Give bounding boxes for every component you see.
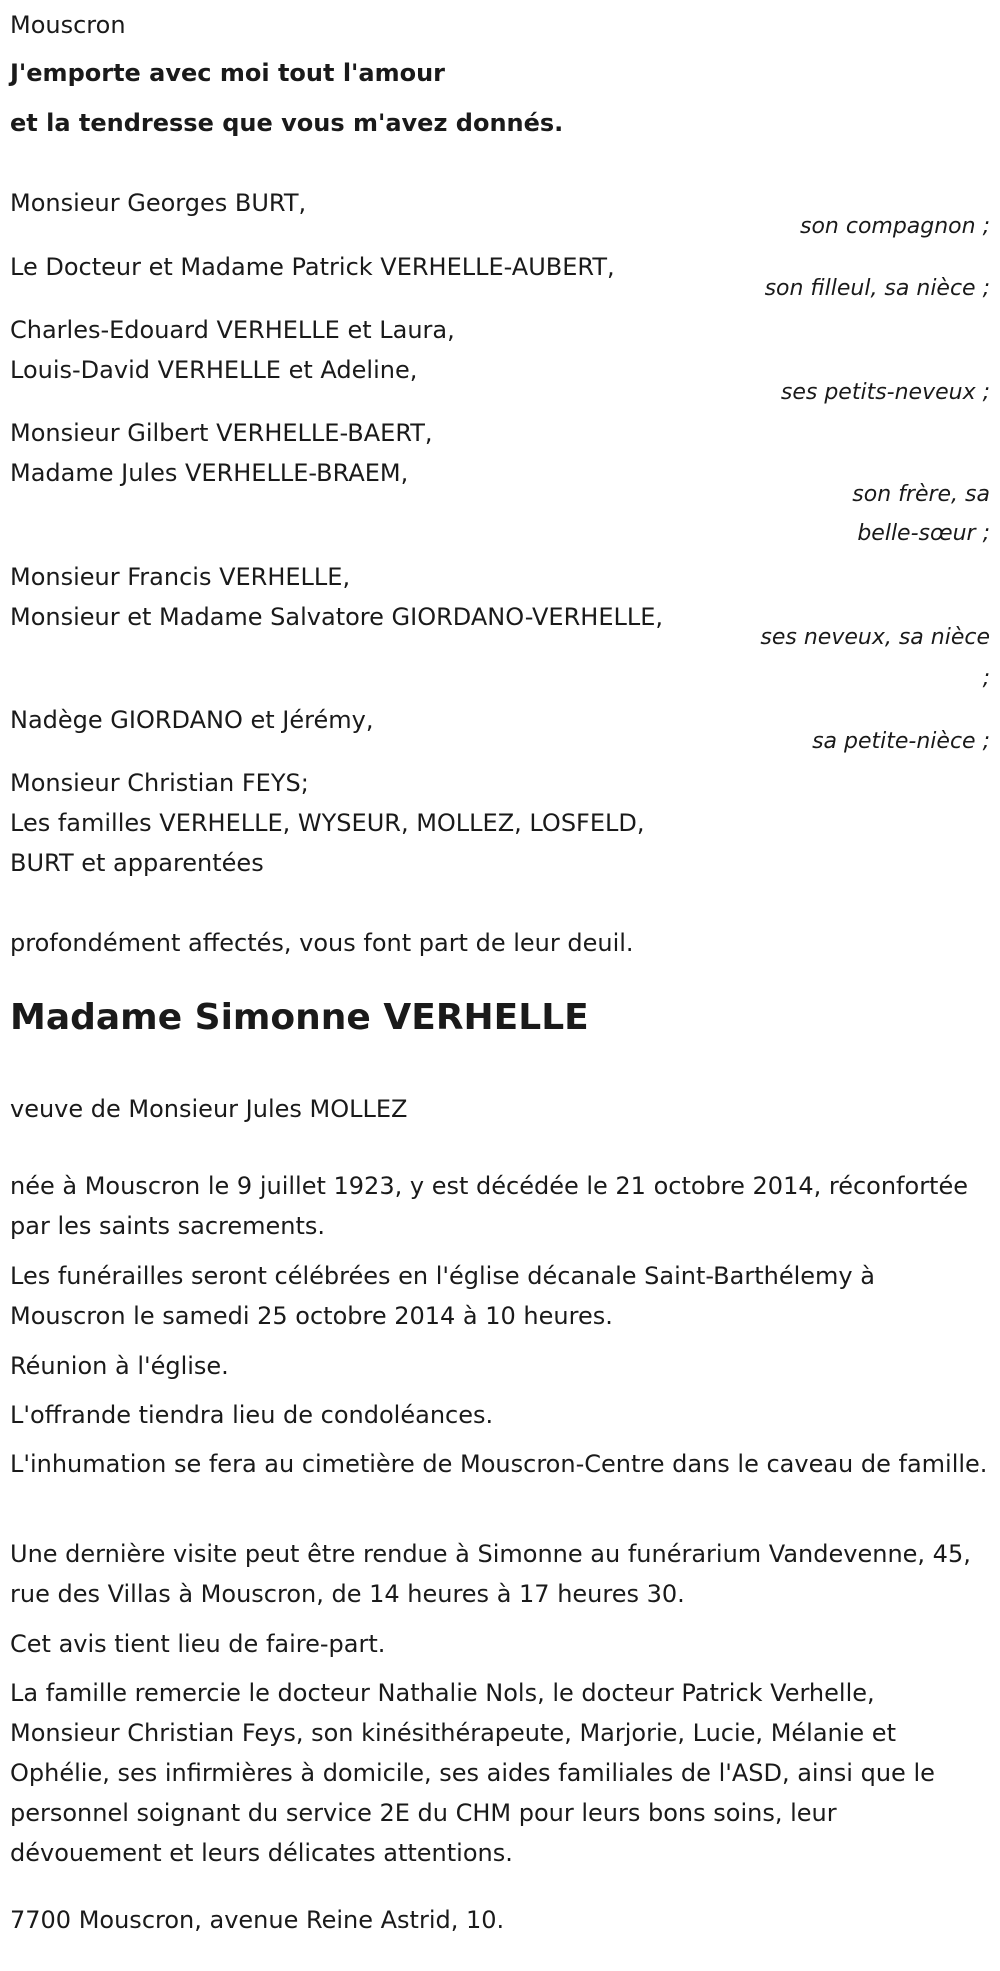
offering-paragraph: L'offrande tiendra lieu de condoléances. — [10, 1401, 494, 1429]
birth-death-paragraph: née à Mouscron le 9 juillet 1923, y est décédée le 21 octobre 2014, réconfortée par les saints sacrements. — [10, 1172, 968, 1240]
address-line: 7700 Mouscron, avenue Reine Astrid, 10. — [10, 1906, 505, 1934]
city-heading: Mouscron — [10, 11, 126, 39]
relation-label: sa petite-nièce ; — [812, 729, 990, 754]
thanks-paragraph: La famille remercie le docteur Nathalie Nols, le docteur Patrick Verhelle, Monsieur Christian Feys, son kinésithérapeute, Marjorie, Lucie, Mélanie et Ophélie, ses infirmières à domicile, ses aides familiales de l'ASD, ainsi que le personnel soignant du service 2E du CHM pour leurs bons soins, leur dévouement et leurs délicates attentions. — [10, 1679, 935, 1867]
visit-paragraph: Une dernière visite peut être rendue à Simonne au funérarium Vandevenne, 45, rue des Villas à Mouscron, de 14 heures à 17 heures 30. — [10, 1540, 971, 1608]
burial-paragraph: L'inhumation se fera au cimetière de Mouscron-Centre dans le caveau de famille. — [10, 1450, 988, 1478]
family-member-line: BURT et apparentées — [10, 849, 264, 877]
relation-label: belle-sœur ; — [857, 521, 990, 546]
family-member-line: Charles-Edouard VERHELLE et Laura, — [10, 316, 455, 344]
mourning-intro: profondément affectés, vous font part de leur deuil. — [10, 929, 634, 957]
quote-line-1: J'emporte avec moi tout l'amour — [10, 59, 446, 87]
family-member-line: Monsieur Gilbert VERHELLE-BAERT, — [10, 419, 433, 447]
relation-label: son frère, sa — [852, 482, 990, 507]
family-member-line: Monsieur et Madame Salvatore GIORDANO-VERHELLE, — [10, 603, 664, 631]
relation-label: ses neveux, sa nièce — [760, 625, 990, 650]
notice-paragraph: Cet avis tient lieu de faire-part. — [10, 1630, 386, 1658]
deceased-name: Madame Simonne VERHELLE — [10, 997, 589, 1038]
meeting-paragraph: Réunion à l'église. — [10, 1352, 229, 1380]
family-member-line: Monsieur Francis VERHELLE, — [10, 563, 351, 591]
family-member-line: Le Docteur et Madame Patrick VERHELLE-AUBERT, — [10, 253, 615, 281]
funeral-paragraph: Les funérailles seront célébrées en l'église décanale Saint-Barthélemy à Mouscron le samedi 25 octobre 2014 à 10 heures. — [10, 1262, 875, 1330]
family-member-line: Les familles VERHELLE, WYSEUR, MOLLEZ, LOSFELD, — [10, 809, 645, 837]
family-member-line: Madame Jules VERHELLE-BRAEM, — [10, 459, 409, 487]
widow-of: veuve de Monsieur Jules MOLLEZ — [10, 1095, 408, 1123]
relation-label: son compagnon ; — [799, 214, 990, 239]
relation-label: son filleul, sa nièce ; — [764, 276, 990, 301]
relation-label: ; — [982, 666, 990, 691]
relation-label: ses petits-neveux ; — [780, 380, 990, 405]
quote-line-2: et la tendresse que vous m'avez donnés. — [10, 109, 564, 137]
family-member-line: Monsieur Georges BURT, — [10, 189, 307, 217]
family-member-line: Nadège GIORDANO et Jérémy, — [10, 706, 374, 734]
family-member-line: Monsieur Christian FEYS; — [10, 769, 309, 797]
family-member-line: Louis-David VERHELLE et Adeline, — [10, 356, 418, 384]
